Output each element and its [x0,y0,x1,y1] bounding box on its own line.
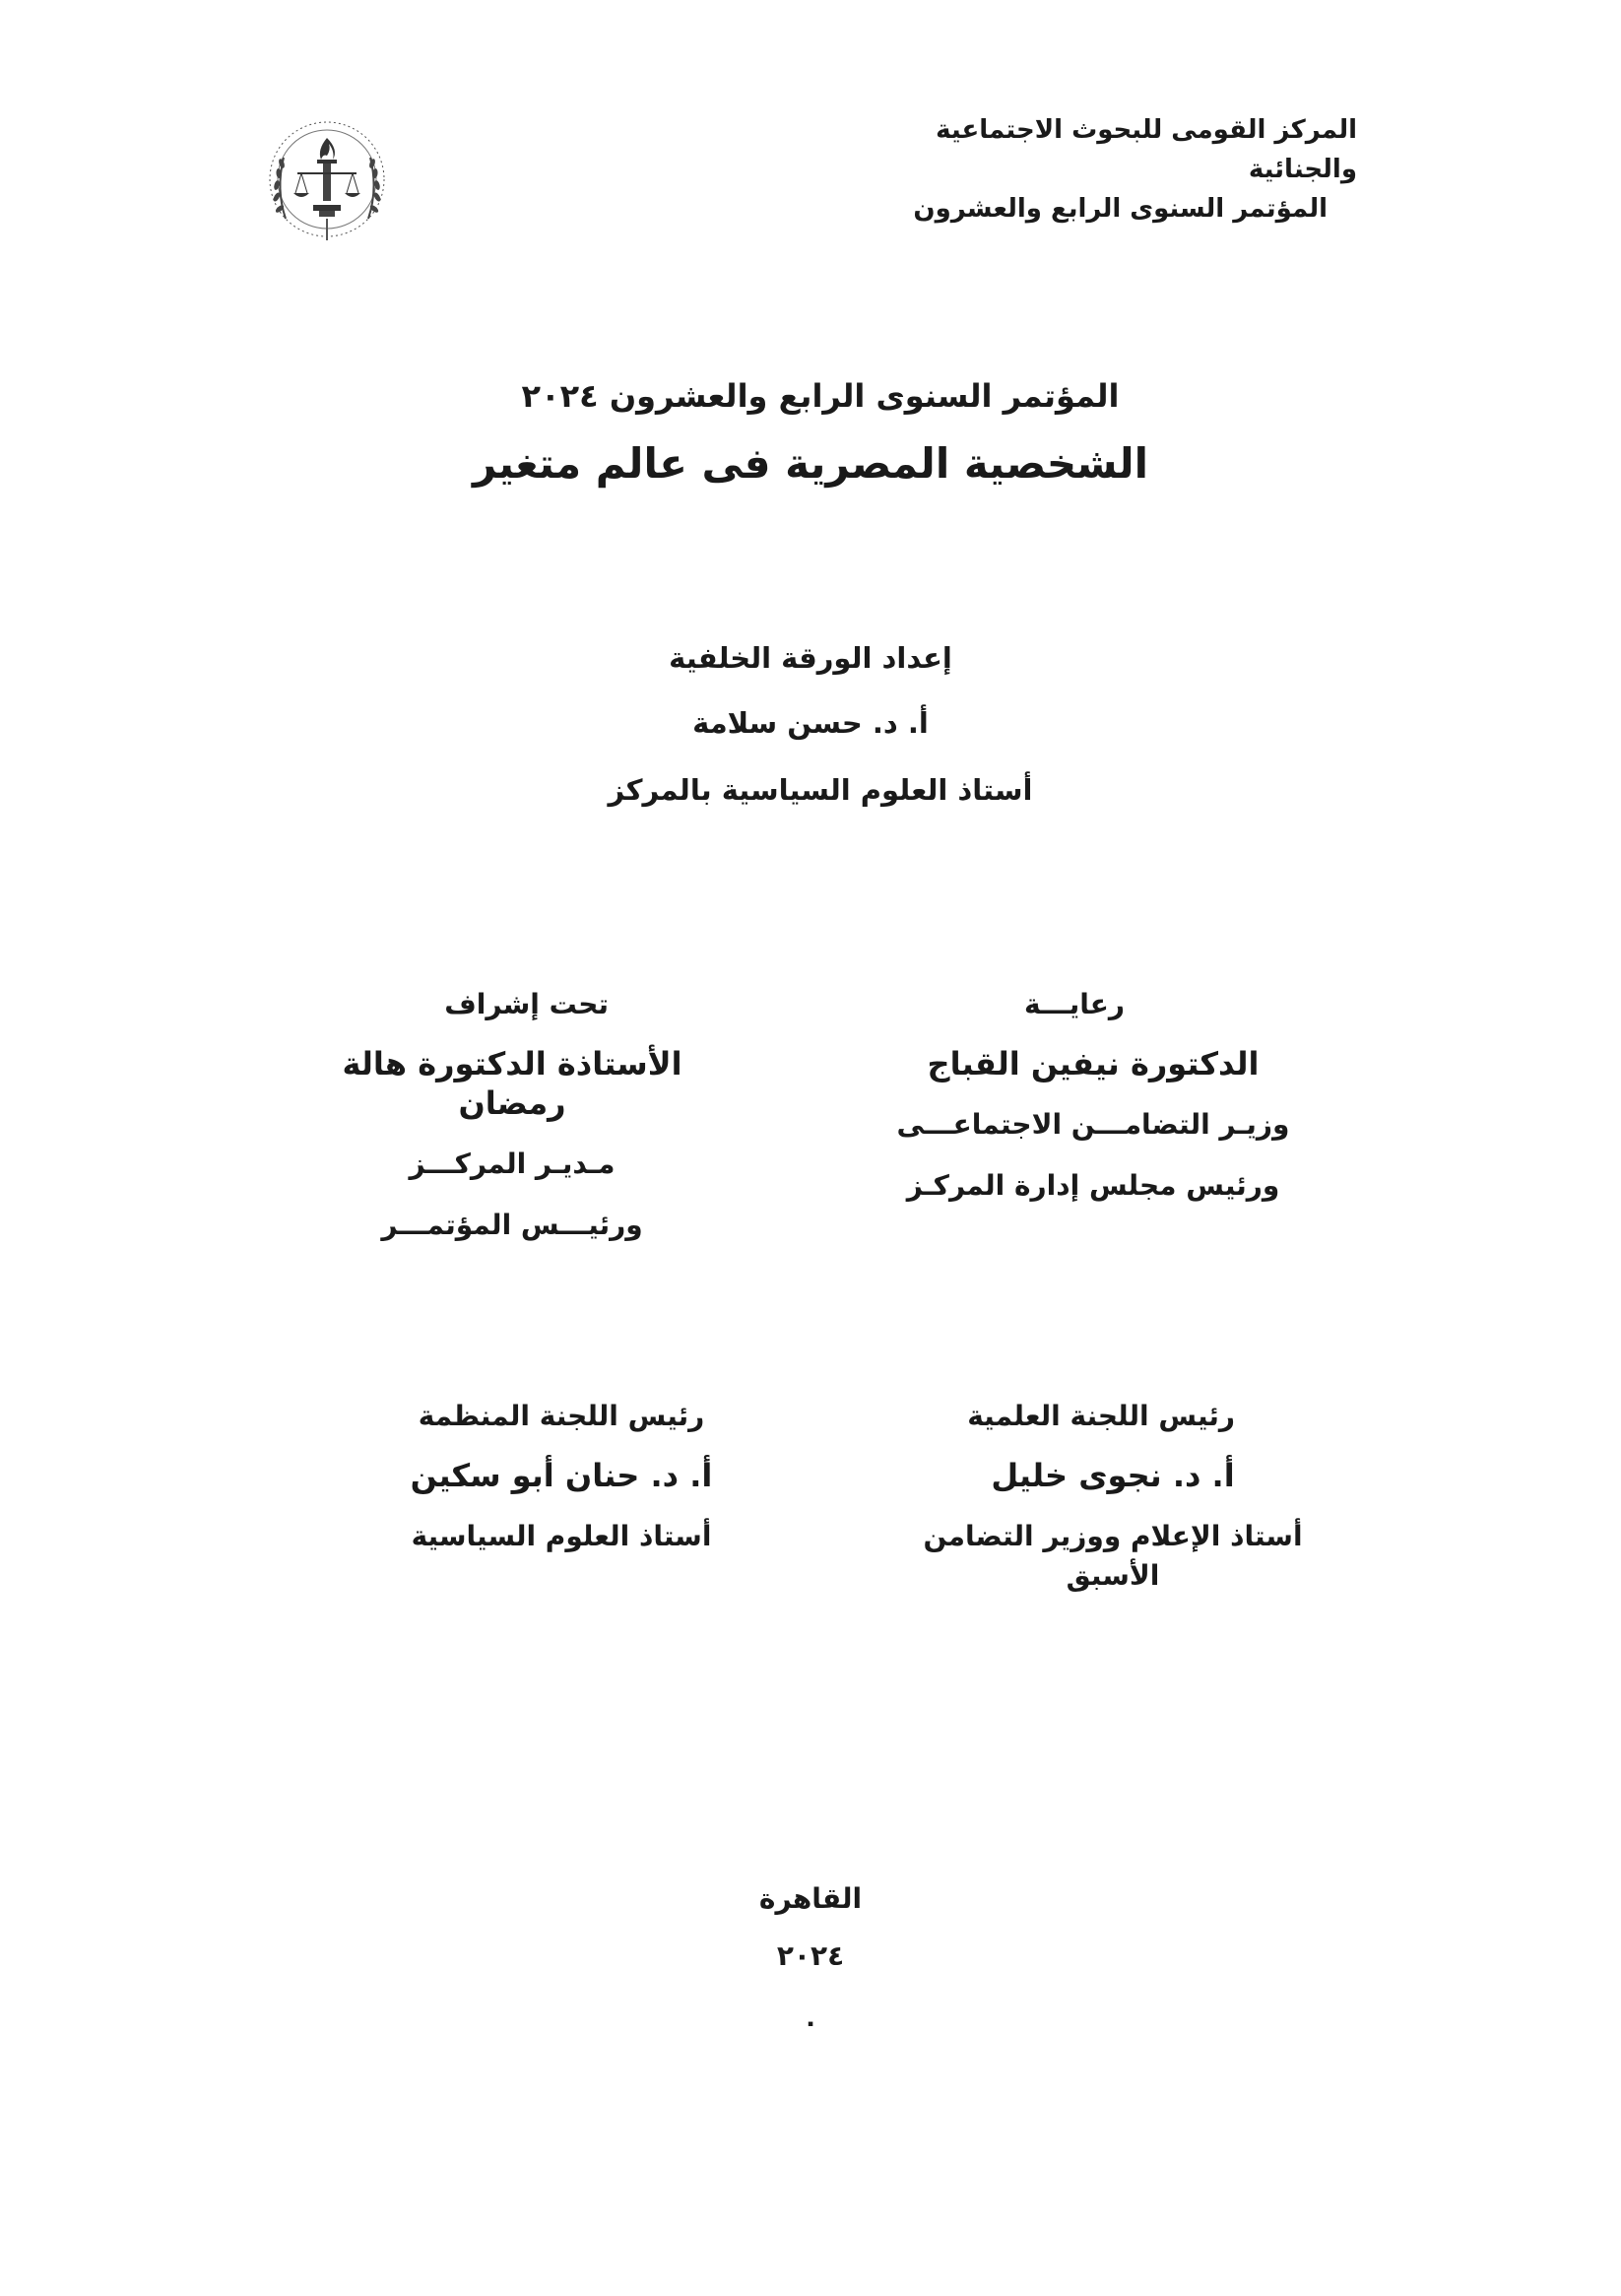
conference-title: المؤتمر السنوى الرابع والعشرون ٢٠٢٤ [521,377,1120,415]
scientific-committee-position: أستاذ الإعلام ووزير التضامن الأسبق [923,1520,1303,1592]
supervision-block [295,985,729,1245]
prepared-by-block [0,638,1621,810]
organizing-committee-block [404,1397,719,1556]
organization-name: المركز القومى للبحوث الاجتماعية والجنائية [936,115,1357,184]
patronage-role-1: وزيـر التضامـــن الاجتماعـــى [896,1108,1290,1141]
supervision-name: الأستاذة الدكتورة هالة رمضان [342,1045,682,1122]
conference-line: المؤتمر السنوى الرابع والعشرون [913,194,1328,224]
scientific-committee-block [896,1397,1329,1596]
scientific-committee-label: رئيس اللجنة العلمية [967,1400,1235,1432]
page-number: ٠ [803,2008,818,2038]
footer-block [0,1879,1621,2043]
patronage-label: رعايـــة [1024,988,1125,1020]
footer-year: ٢٠٢٤ [776,1939,845,1972]
prepared-by-name: أ. د. حسن سلامة [692,706,929,740]
patronage-role-2: ورئيس مجلس إدارة المركـز [906,1169,1280,1202]
supervision-label: تحت إشراف [444,988,609,1020]
patronage-block [886,985,1300,1206]
organizing-committee-position: أستاذ العلوم السياسية [411,1520,712,1552]
conference-theme: الشخصية المصرية فى عالم متغير [472,439,1149,488]
organizing-committee-name: أ. د. حنان أبو سكين [410,1457,713,1494]
prepared-by-label: إعداد الورقة الخلفية [669,641,952,675]
supervision-role-1: مـديـر المركـــز [409,1148,616,1180]
conference-title-block [0,374,1621,492]
supervision-role-2: ورئيـــس المؤتمـــر [381,1209,643,1241]
prepared-by-position: أستاذ العلوم السياسية بالمركز [608,773,1033,807]
scales-of-justice-torch-emblem-icon [258,110,396,258]
footer-city: القاهرة [758,1882,863,1915]
patronage-name: الدكتورة نيفين القباج [927,1045,1260,1082]
organization-header [845,110,1357,229]
center-logo [258,110,396,258]
organizing-committee-label: رئيس اللجنة المنظمة [418,1400,705,1432]
scientific-committee-name: أ. د. نجوى خليل [991,1457,1235,1494]
